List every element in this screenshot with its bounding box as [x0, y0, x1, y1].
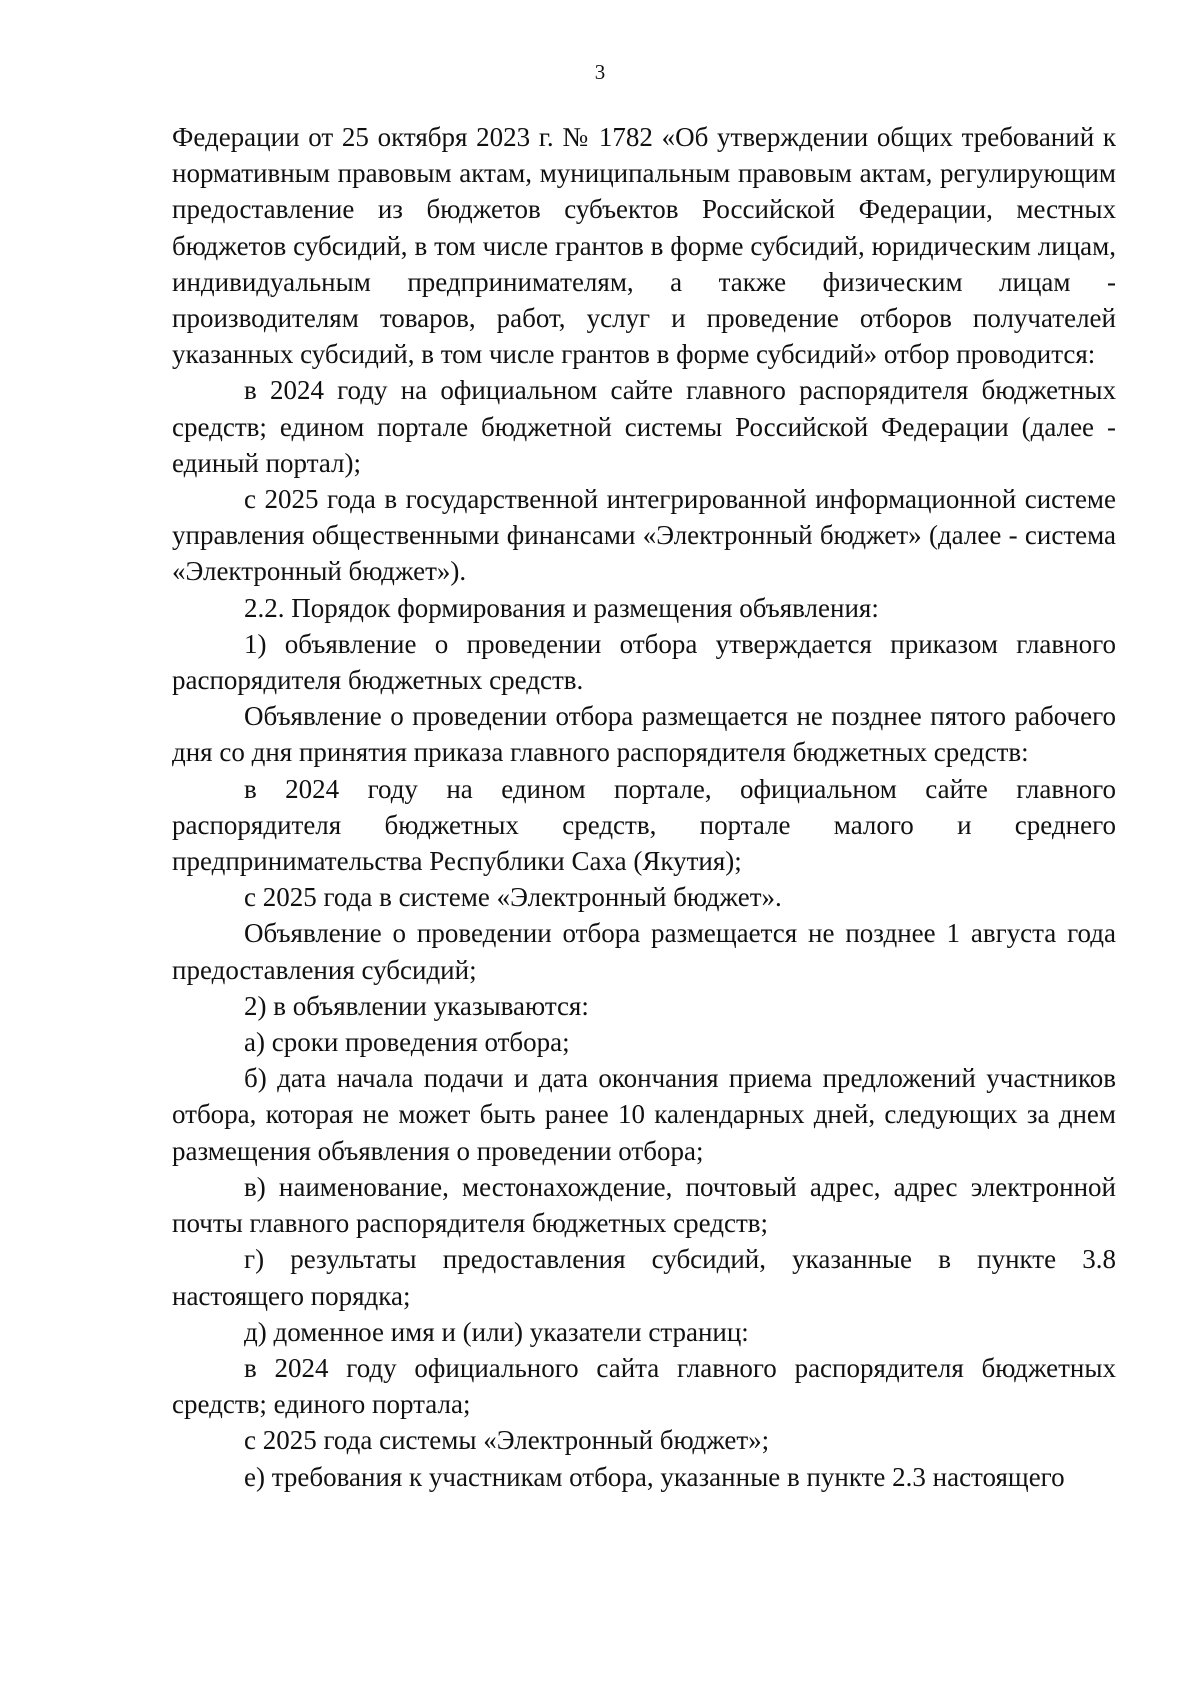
- paragraph: в 2024 году на официальном сайте главного распорядителя бюджетных средств; едином портале бюджетной системы Российской Федерации (далее - единый портал);: [172, 375, 1116, 478]
- paragraph: в 2024 году на едином портале, официальном сайте главного распорядителя бюджетных средств, портале малого и среднего предпринимательства Республики Саха (Якутия);: [172, 773, 1116, 877]
- paragraph: Объявление о проведении отбора размещается не позднее 1 августа года предоставления субсидий;: [172, 918, 1116, 985]
- document-body: [172, 119, 1116, 1495]
- paragraph: б) дата начала подачи и дата окончания приема предложений участников отбора, которая не может быть ранее 10 календарных дней, следующих за днем размещения объявления о проведении отбора;: [172, 1063, 1116, 1166]
- paragraph: в) наименование, местонахождение, почтовый адрес, адрес электронной почты главного распорядителя бюджетных средств;: [172, 1171, 1116, 1239]
- paragraph: с 2025 года системы «Электронный бюджет»;: [244, 1425, 770, 1456]
- paragraph: 2.2. Порядок формирования и размещения объявления:: [244, 592, 879, 623]
- paragraph: е) требования к участникам отбора, указанные в пункте 2.3 настоящего: [244, 1461, 1065, 1492]
- paragraph: в 2024 году официального сайта главного распорядителя бюджетных средств; единого портала;: [172, 1352, 1116, 1420]
- paragraph: д) доменное имя и (или) указатели страниц:: [244, 1316, 749, 1347]
- paragraph: с 2025 года в системе «Электронный бюджет».: [244, 882, 782, 913]
- paragraph: Федерации от 25 октября 2023 г. № 1782 «Об утверждении общих требований к нормативным правовым актам, муниципальным правовым актам, регулирующим предоставление из бюджетов субъектов Российской Федерации, местных бюджетов субсидий, в том числе грантов в форме субсидий, юридическим лицам, индивидуальным предпринимателям, а также физическим лицам - производителям товаров, работ, услуг и проведение отборов получателей указанных субсидий, в том числе грантов в форме субсидий» отбор проводится:: [172, 122, 1116, 370]
- paragraph: с 2025 года в государственной интегрированной информационной системе управления общественными финансами «Электронный бюджет» (далее - система «Электронный бюджет»).: [172, 484, 1116, 587]
- paragraph: а) сроки проведения отбора;: [244, 1027, 570, 1058]
- paragraph: г) результаты предоставления субсидий, указанные в пункте 3.8 настоящего порядка;: [172, 1244, 1116, 1311]
- page-number: 3: [594, 60, 606, 84]
- paragraph: 2) в объявлении указываются:: [244, 990, 589, 1021]
- paragraph: 1) объявление о проведении отбора утверждается приказом главного распорядителя бюджетных средств.: [172, 628, 1116, 696]
- paragraph: Объявление о проведении отбора размещается не позднее пятого рабочего дня со дня принятия приказа главного распорядителя бюджетных средств:: [172, 701, 1116, 768]
